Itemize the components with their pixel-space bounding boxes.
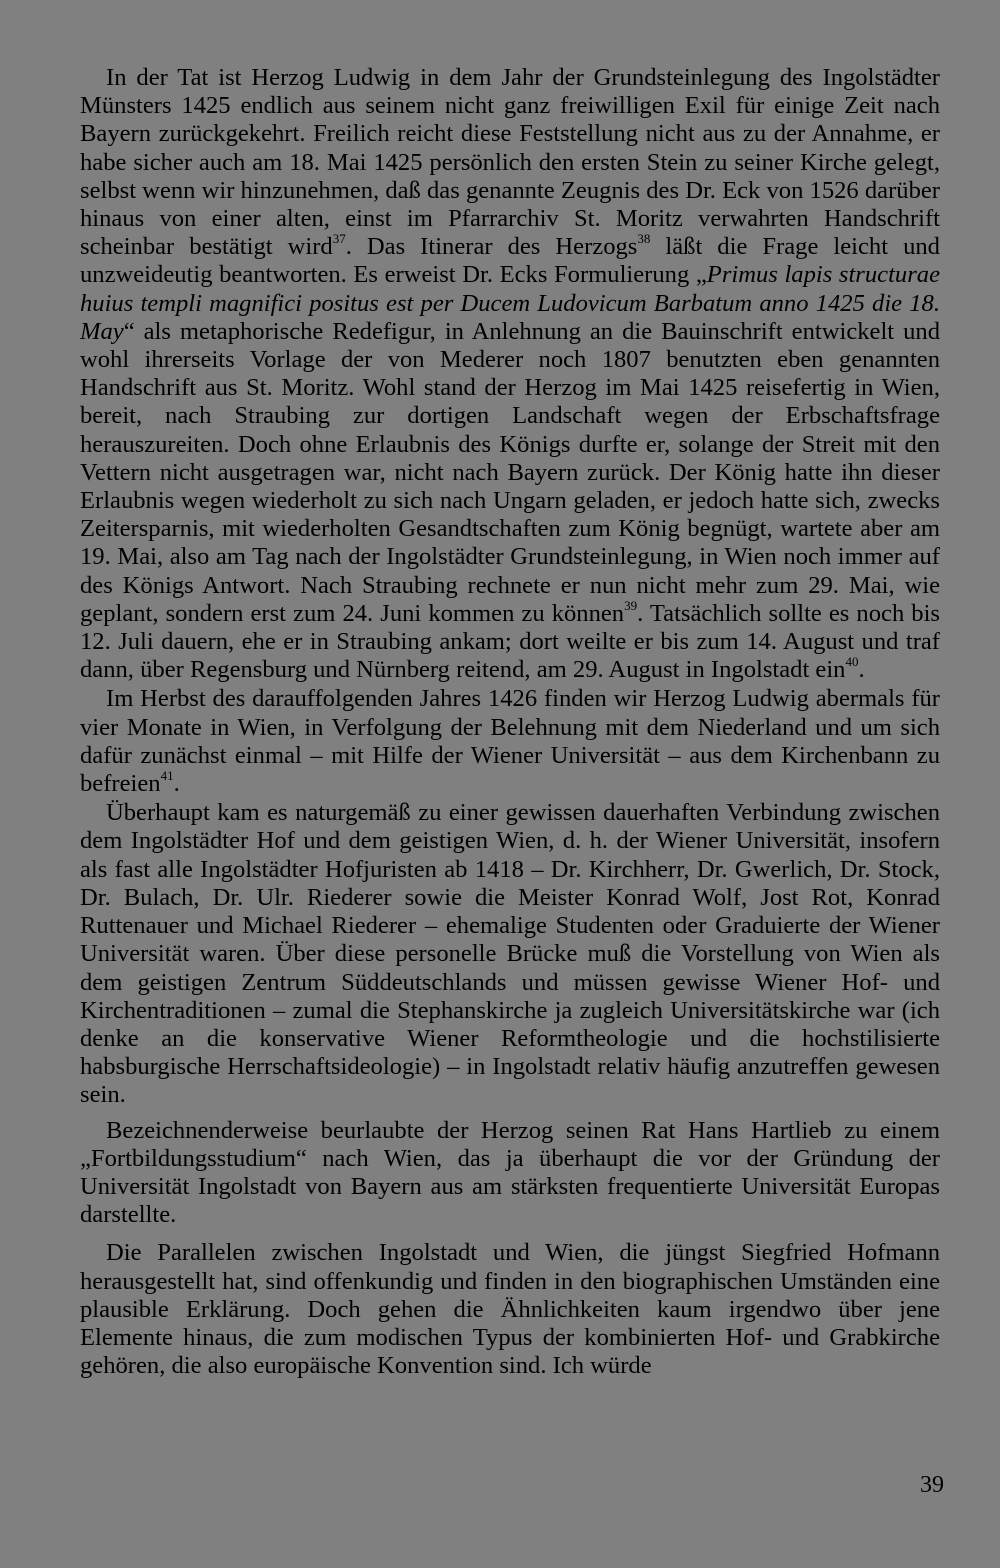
- paragraph-3: [80, 799, 940, 1109]
- text-run: .: [858, 656, 865, 684]
- text-run: läßt die Frage leicht und unzweideutig beantworten. Es erweist Dr. Ecks Formulierung „: [80, 233, 940, 289]
- text-run: “ als metaphorische Redefigur, in Anlehnung an die Bauinschrift entwickelt und wohl ihrerseits Vorlage der von Mederer noch 1807 benutzten eben genannten Handschrift aus St. Moritz. Wohl stand der Herzog im Mai 1425 reisefertig in Wien, bereit, nach Straubing zur dortigen Landschaft wegen der Erbschaftsfrage herauszureiten. Doch ohne Erlaubnis des Königs durfte er, solange der Streit mit den Vettern nicht ausgetragen war, nicht nach Bayern zurück. Der König hatte ihn dieser Erlaubnis wegen wiederholt zu sich nach Ungarn geladen, er jedoch hatte sich, zwecks Zeitersparnis, mit wiederholten Gesandtschaften zum König begnügt, wartete aber am 19. Mai, also am Tag nach der Ingolstädter Grundsteinlegung, in Wien noch immer auf des Königs Antwort. Nach Straubing rechnete er nun nicht mehr zum 29. Mai, wie geplant, sondern erst zum 24. Juni kommen zu können: [80, 317, 940, 627]
- footnote-marker: 40: [845, 654, 859, 670]
- text-run: .: [173, 770, 180, 798]
- text-run: Die Parallelen zwischen Ingolstadt und Wien, die jüngst Siegfried Hofmann herausgestellt hat, sind offenkundig und finden in den biographischen Umständen eine plausible Erklärung. Doch gehen die Ähnlichkeiten kaum irgendwo über jene Elemente hinaus, die zum modischen Typus der kombinierten Hof- und Grabkirche gehören, die also europäische Konvention sind. Ich würde: [80, 1239, 940, 1380]
- text-run: . Das Itinerar des Herzogs: [345, 233, 638, 261]
- text-run: Überhaupt kam es naturgemäß zu einer gewissen dauerhaften Verbindung zwischen dem Ingolstädter Hof und dem geistigen Wien, d. h. der Wiener Universität, insofern als fast alle Ingolstädter Hofjuristen ab 1418 – Dr. Kirchherr, Dr. Gwerlich, Dr. Stock, Dr. Bulach, Dr. Ulr. Riederer sowie die Meister Konrad Wolf, Jost Rot, Konrad Ruttenauer und Michael Riederer – ehemalige Studenten oder Graduierte der Wiener Universität waren. Über diese personelle Brücke muß die Vorstellung von Wien als dem geistigen Zentrum Süddeutschlands und müssen gewisse Wiener Hof- und Kirchentraditionen – zumal die Stephanskirche ja zugleich Universitätskirche war (ich denke an die konservative Wiener Reformtheologie und die hochstilisierte habsburgische Herrschaftsideologie) – in Ingolstadt relativ häufig anzutreffen gewesen sein.: [80, 799, 940, 1109]
- footnote-marker: 38: [637, 231, 651, 247]
- paragraph-2: [80, 685, 940, 798]
- text-run: Bezeichnenderweise beurlaubte der Herzog seinen Rat Hans Hartlieb zu einem „Fortbildungsstudium“ nach Wien, das ja überhaupt die vor der Gründung der Universität Ingolstadt von Bayern aus am stärksten frequentierte Universität Europas darstellte.: [80, 1116, 940, 1229]
- page-number: 39: [920, 1472, 944, 1498]
- paragraph-1: [80, 64, 940, 684]
- footnote-marker: 39: [624, 597, 638, 613]
- text-run: . Tatsächlich sollte es noch bis 12. Juli dauern, ehe er in Straubing ankam; dort weilte er bis zum 14. August und traf dann, über Regensburg und Nürnberg reitend, am 29. August in Ingolstadt ein: [80, 599, 940, 684]
- paragraph-4: [80, 1117, 940, 1230]
- text-run: Im Herbst des darauffolgenden Jahres 1426 finden wir Herzog Ludwig abermals für vier Monate in Wien, in Verfolgung der Belehnung mit dem Niederland und um sich dafür zunächst einmal – mit Hilfe der Wiener Universität – aus dem Kirchenbann zu befreien: [80, 685, 940, 798]
- latin-quotation: Primus lapis structurae huius templi magnifici positus est per Ducem Ludovicum Barbatum anno 1425 die 18. May: [80, 261, 941, 345]
- paragraph-5: [80, 1239, 940, 1380]
- footnote-marker: 41: [160, 767, 174, 783]
- text-run: In der Tat ist Herzog Ludwig in dem Jahr der Grundsteinlegung des Ingolstädter Münsters 1425 endlich aus seinem nicht ganz freiwilligen Exil für einige Zeit nach Bayern zurückgekehrt. Freilich reicht diese Feststellung nicht aus zu der Annahme, er habe sicher auch am 18. Mai 1425 persönlich den ersten Stein zu seiner Kirche gelegt, selbst wenn wir hinzunehmen, daß das genannte Zeugnis des Dr. Eck von 1526 darüber hinaus von einer alten, einst im Pfarrarchiv St. Moritz verwahrten Handschrift scheinbar bestätigt wird: [80, 64, 940, 261]
- footnote-marker: 37: [332, 231, 346, 247]
- body-text: [80, 64, 940, 1380]
